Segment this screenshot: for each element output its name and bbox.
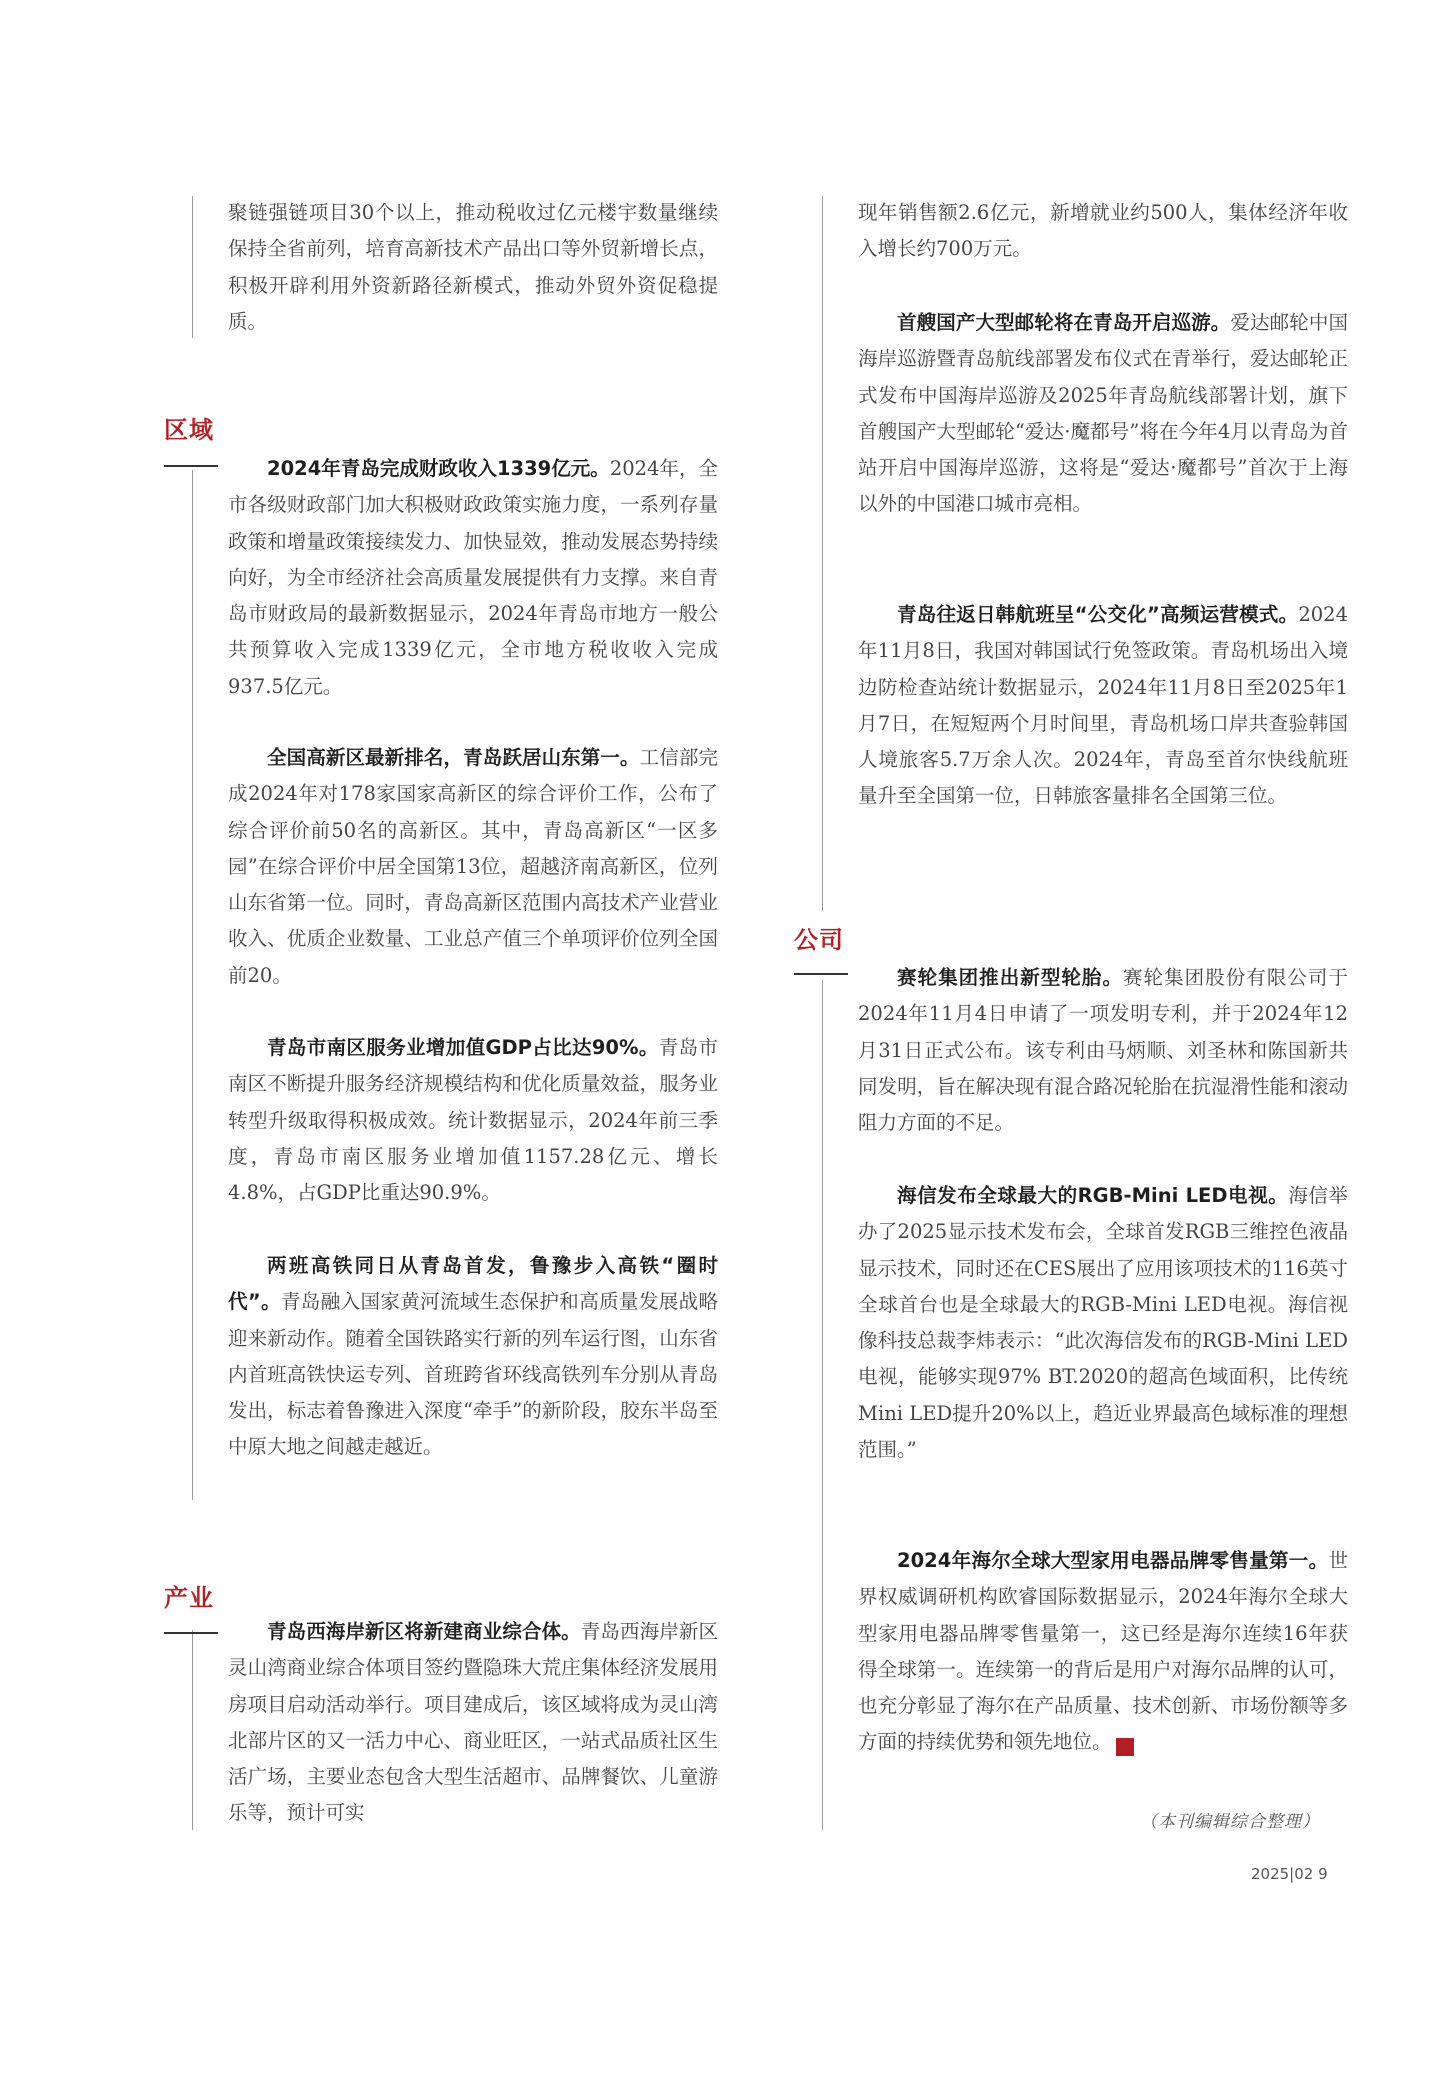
news-item-high-tech-zone	[228, 740, 718, 994]
news-item-tire	[858, 960, 1348, 1141]
news-body: 工信部完成2024年对178家国家高新区的综合评价工作，公布了综合评价前50名的高新区。其中，青岛高新区“一区多园”在综合评价中居全国第13位，超越济南高新区，位列山东省第一位。同时，青岛高新区范围内高技术产业营业收入、优质企业数量、工业总产值三个单项评价位列全国前20。	[228, 746, 718, 987]
editor-credit: （本刊编辑综合整理）	[1140, 1812, 1320, 1832]
news-headline: 2024年海尔全球大型家用电器品牌零售量第一。	[897, 1549, 1329, 1572]
section-title-industry: 产业	[164, 1584, 214, 1612]
news-item-fiscal-revenue	[228, 451, 718, 705]
news-body: 青岛西海岸新区灵山湾商业综合体项目签约暨隐珠大荒庄集体经济发展用房项目启动活动举行。项目建成后，该区域将成为灵山湾北部片区的又一活力中心、商业旺区，一站式品质社区生活广场，主要业态包含大型生活超市、品牌餐饮、儿童游乐等，预计可实	[228, 1620, 718, 1825]
news-body: 爱达邮轮中国海岸巡游暨青岛航线部署发布仪式在青举行，爱达邮轮正式发布中国海岸巡游及2025年青岛航线部署计划，旗下首艘国产大型邮轮“爱达·魔都号”将在今年4月以青岛为首站开启中国海岸巡游，这将是“爱达·魔都号”首次于上海以外的中国港口城市亮相。	[858, 311, 1348, 516]
right-column-rule	[822, 196, 823, 911]
news-headline: 两班高铁同日从青岛首发，鲁豫步入高铁“圈时代”。	[228, 1254, 718, 1314]
news-body: 2024年，全市各级财政部门加大积极财政政策实施力度，一系列存量政策和增量政策接续发力、加快显效，推动发展态势持续向好，为全市经济社会高质量发展提供有力支撑。来自青岛市财政局的最新数据显示，2024年青岛市地方一般公共预算收入完成1339亿元，全市地方税收收入完成937.5亿元。	[228, 457, 718, 698]
news-body: 赛轮集团股份有限公司于2024年11月4日申请了一项发明专利，并于2024年12月31日正式公布。该专利由马炳顺、刘圣林和陈国新共同发明，旨在解决现有混合路况轮胎在抗湿滑性能和滚动阻力方面的不足。	[858, 966, 1348, 1135]
news-item-haier	[858, 1543, 1348, 1761]
news-body: 青岛市南区不断提升服务经济规模结构和优化质量效益，服务业转型升级取得积极成效。统计数据显示，2024年前三季度，青岛市南区服务业增加值1157.28亿元、增长4.8%，占GDP比重达90.9%。	[228, 1036, 718, 1205]
news-item-cruise	[858, 305, 1348, 523]
news-headline: 海信发布全球最大的RGB-Mini LED电视。	[897, 1184, 1289, 1207]
news-body: 2024年11月8日，我国对韩国试行免签政策。青岛机场出入境边防检查站统计数据显示，2024年11月8日至2025年1月7日，在短短两个月时间里，青岛机场口岸共查验韩国人境旅客5.7万余人次。2024年，青岛至首尔快线航班量升至全国第一位，日韩旅客量排名全国第三位。	[858, 603, 1348, 808]
end-mark-icon: G	[1116, 1738, 1134, 1756]
news-headline: 赛轮集团推出新型轮胎。	[897, 966, 1124, 989]
news-body: 世界权威调研机构欧睿国际数据显示，2024年海尔全球大型家用电器品牌零售量第一，这已经是海尔连续16年获得全球第一。连续第一的背后是用户对海尔品牌的认可，也充分彰显了海尔在产品质量、技术创新、市场份额等多方面的持续优势和领先地位。	[858, 1549, 1348, 1754]
news-headline: 全国高新区最新排名，青岛跃居山东第一。	[267, 746, 640, 769]
intro-paragraph: 聚链强链项目30个以上，推动税收过亿元楼宇数量继续保持全省前列，培育高新技术产品出口等外贸新增长点，积极开辟利用外资新路径新模式，推动外贸外资促稳提质。	[228, 201, 718, 333]
news-item-hisense-tv	[858, 1178, 1348, 1468]
continued-paragraph: 现年销售额2.6亿元，新增就业约500人，集体经济年收入增长约700万元。	[858, 201, 1348, 261]
section-title-company: 公司	[794, 926, 844, 954]
news-headline: 青岛市南区服务业增加值GDP占比达90%。	[267, 1036, 659, 1059]
news-item-shinan-service	[228, 1030, 718, 1211]
news-item-high-speed-rail	[228, 1248, 718, 1466]
section-title-region: 区域	[164, 416, 214, 444]
news-headline: 2024年青岛完成财政收入1339亿元。	[267, 457, 610, 480]
news-body: 海信举办了2025显示技术发布会，全球首发RGB三维控色液晶显示技术，同时还在CES展出了应用该项技术的116英寸全球首台也是全球最大的RGB-Mini LED电视。海信视像科技总裁李炜表示：“此次海信发布的RGB-Mini LED电视，能够实现97% BT.2020的超高色域面积，比传统Mini LED提升20%以上，趋近业界最高色域标准的理想范围。”	[858, 1184, 1348, 1462]
left-column-rule	[192, 196, 193, 338]
news-body: 青岛融入国家黄河流域生态保护和高质量发展战略迎来新动作。随着全国铁路实行新的列车运行图，山东省内首班高铁快运专列、首班跨省环线高铁列车分别从青岛发出，标志着鲁豫进入深度“牵手”的新阶段，胶东半岛至中原大地之间越走越近。	[228, 1290, 718, 1459]
news-item-flights	[858, 597, 1348, 815]
right-column-rule	[822, 980, 823, 1830]
left-column-rule	[192, 470, 193, 1500]
page-number: 2025|02 9	[1251, 1865, 1328, 1883]
section-rule	[794, 973, 848, 975]
news-headline: 青岛西海岸新区将新建商业综合体。	[267, 1620, 581, 1643]
news-item-commercial-complex	[228, 1614, 718, 1832]
news-headline: 首艘国产大型邮轮将在青岛开启巡游。	[897, 311, 1231, 334]
section-rule	[164, 1632, 218, 1634]
left-column-rule	[192, 1630, 193, 1830]
section-rule	[164, 465, 218, 467]
news-headline: 青岛往返日韩航班呈“公交化”高频运营模式。	[897, 603, 1299, 626]
